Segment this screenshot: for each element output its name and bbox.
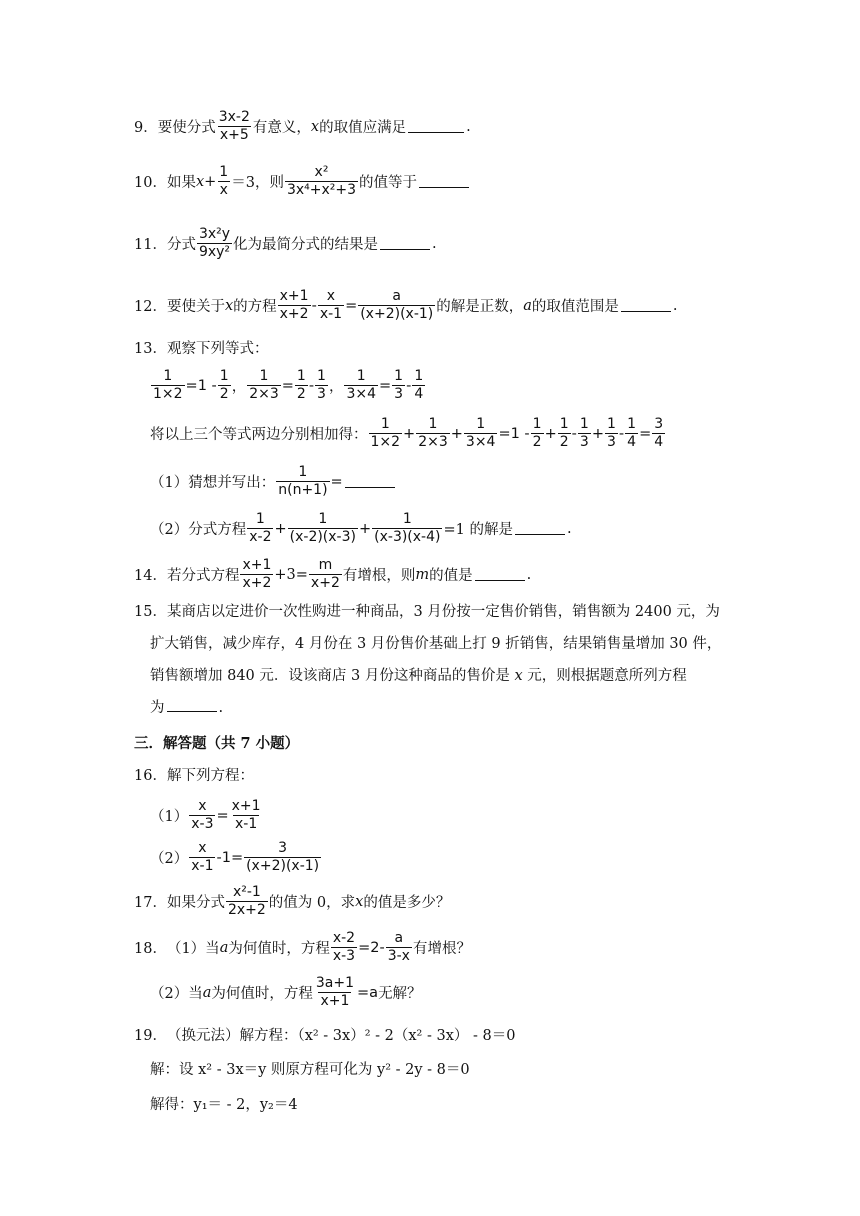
q16-part1 [150, 798, 264, 833]
text: +3= [274, 566, 308, 583]
denominator: x-3 [191, 816, 214, 832]
fraction [247, 368, 281, 403]
text: ， [231, 379, 247, 395]
denominator: x-3 [332, 948, 356, 964]
denominator: (x+2)(x-1) [246, 858, 320, 874]
text: . [466, 118, 471, 135]
fraction [358, 288, 435, 323]
numerator: x²-1 [232, 884, 261, 900]
question-number: 9． [134, 120, 158, 136]
fraction [226, 884, 268, 919]
question-number: 13． [134, 341, 167, 357]
numerator: 1 [298, 464, 308, 480]
question-number: 19． [134, 1028, 167, 1044]
variable: x [514, 668, 523, 684]
denominator: 3 [394, 386, 404, 402]
text: 销售额增加 840 元．设该商店 3 月份这种商品的售价是 [150, 668, 510, 684]
q16-part2 [150, 840, 322, 875]
fraction [217, 164, 230, 199]
answer-blank [419, 175, 469, 188]
fraction [344, 368, 378, 403]
text: = [216, 807, 229, 824]
text: . [672, 297, 678, 314]
text: 的解是正数， [436, 299, 524, 315]
text: （1） [150, 809, 189, 825]
answer-blank [408, 120, 464, 133]
fraction [295, 368, 308, 403]
question-14 [134, 557, 531, 592]
question-number: 18． [134, 941, 167, 957]
question-17 [134, 884, 450, 919]
text: 观察下列等式： [166, 341, 269, 357]
fraction [247, 511, 273, 546]
variable: x [195, 173, 205, 190]
text: =1 的解是 [443, 522, 513, 538]
numerator: 1 [380, 416, 390, 432]
fraction [189, 798, 215, 833]
denominator: (x-2)(x-3) [289, 529, 356, 545]
denominator: x+1 [320, 993, 350, 1009]
text: （2）当 [150, 986, 203, 1002]
question-number: 11． [134, 237, 167, 253]
fraction: $\frac{1}{2}$ [559, 416, 569, 450]
text: 有增根，则 [342, 568, 416, 584]
numerator: 1 [318, 511, 328, 527]
question-15 [134, 596, 734, 724]
question-number: 10． [134, 175, 167, 191]
text: 的取值范围是 [531, 299, 619, 315]
text: = [330, 473, 343, 490]
numerator: 3x-2 [218, 109, 250, 125]
denominator: x+2 [279, 306, 309, 322]
fraction [197, 226, 232, 261]
denominator: 3-x [387, 948, 410, 964]
denominator: 2×3 [418, 434, 448, 450]
denominator: x-1 [191, 858, 214, 874]
fraction [386, 930, 412, 965]
denominator: 3 [317, 386, 326, 402]
text: 解下列方程： [166, 768, 254, 784]
text: 化为最简分式的结果是 [233, 237, 379, 253]
text: 为何值时，方程 [211, 986, 313, 1002]
numerator: 1 [296, 368, 306, 384]
text: （2）分式方程 [150, 522, 247, 538]
text: （1）当 [166, 941, 220, 957]
denominator: x-1 [234, 816, 258, 832]
text: . [566, 520, 572, 537]
denominator: x-2 [249, 529, 272, 545]
question-12 [134, 288, 678, 323]
fraction: $\frac{1}{2}$ [532, 416, 542, 450]
numerator: 1 [219, 164, 229, 180]
question-number: 15． [134, 604, 167, 620]
fraction: $\frac{1}{3}$ [606, 416, 616, 450]
text: 为何值时，方程 [228, 941, 330, 957]
denominator: 2x+2 [227, 902, 266, 918]
fraction [285, 164, 358, 199]
text: 的值是 [429, 568, 473, 584]
fraction [151, 368, 185, 403]
fraction [217, 109, 252, 144]
numerator: 1 [255, 511, 265, 527]
fraction [412, 368, 425, 403]
numerator: x [198, 840, 207, 856]
text: （1）猜想并写出： [150, 475, 276, 491]
denominator: 1×2 [153, 386, 183, 402]
denominator: x+5 [219, 127, 249, 143]
answer-blank [475, 568, 525, 581]
text: 无解？ [378, 986, 422, 1002]
denominator: x+2 [310, 575, 340, 591]
numerator: 1 [414, 368, 424, 384]
text: 若分式方程 [166, 568, 240, 584]
text: 为 [150, 700, 165, 716]
question-18-part1 [134, 930, 471, 965]
text: ＝3，则 [231, 175, 284, 191]
fraction [318, 288, 344, 323]
denominator: 3×4 [346, 386, 377, 402]
numerator: 3 [278, 840, 288, 856]
question-9 [134, 109, 471, 144]
text: = [345, 297, 358, 314]
fraction: $\frac{1}{4}$ [627, 416, 637, 450]
denominator: 9xy² [198, 244, 231, 260]
q13-equations [150, 368, 426, 403]
denominator: (x+2)(x-1) [360, 306, 434, 322]
numerator: 1 [428, 416, 438, 432]
denominator: (x-3)(x-4) [374, 529, 441, 545]
text: 将以上三个等式两边分别相加得： [150, 427, 368, 443]
text: 要使分式 [157, 120, 216, 136]
fraction [244, 840, 321, 875]
text: . [526, 566, 532, 583]
q13-part2: （2）分式方程 $\frac{1}{x-2}$ + $\frac{1}{(x-2)(x-3)}$ + $\frac{1}{(x-3)(x-4)}$ =1 的解是 . [150, 511, 572, 545]
variable: m [415, 566, 430, 583]
denominator: 1×2 [370, 434, 401, 450]
variable: x [310, 118, 320, 135]
numerator: x² [314, 164, 329, 180]
denominator: n(n+1) [278, 482, 328, 498]
denominator: x+2 [242, 575, 272, 591]
text: 的值为 0，求 [268, 895, 356, 911]
denominator: 3x⁴+x²+3 [286, 182, 357, 198]
text: （2） [150, 851, 189, 867]
numerator: x+1 [279, 288, 309, 304]
text: =a [357, 984, 379, 1001]
variable: a [523, 297, 532, 314]
text: 扩大销售，减少库存，4 月份在 3 月份售价基础上打 9 折销售，结果销售量增加 30 件， [150, 636, 722, 652]
question-19 [134, 1024, 515, 1045]
text: . [432, 235, 437, 252]
fraction: $\frac{1}{3}$ [579, 416, 589, 450]
fraction [218, 368, 231, 403]
answer-blank [167, 699, 217, 712]
text: 的取值应满足 [319, 120, 407, 136]
denominator: 2 [219, 386, 229, 402]
text: ， [328, 379, 344, 395]
numerator: 1 [476, 416, 486, 432]
question-16 [134, 764, 254, 785]
fraction [372, 511, 442, 546]
q13-sum: 将以上三个等式两边分别相加得： $\frac{1}{1\times 2}$ + $\frac{1}{2\times 3}$ + $\frac{1}{3\times 4}$ =1 - $\frac{1}{2}$ + $\frac{1}{2}$ - $\frac{1}{3}$ + $\frac{1}{3}$ - $\frac{1}{4}$ = $\frac{3}{4}$ [150, 416, 664, 450]
numerator: 1 [317, 368, 326, 384]
denominator: 3×4 [465, 434, 496, 450]
numerator: 3x²y [198, 226, 231, 242]
q13-part1 [150, 464, 397, 499]
q19-solution-line2: 解得：y₁＝ - 2，y₂＝4 [150, 1097, 298, 1113]
text: 的方程 [233, 299, 277, 315]
text: 如果 [166, 175, 196, 191]
numerator: 1 [356, 368, 366, 384]
numerator: 1 [259, 368, 269, 384]
question-10 [134, 164, 471, 199]
fraction [230, 798, 263, 833]
fraction [314, 975, 356, 1010]
denominator: 2 [296, 386, 306, 402]
fraction [309, 557, 342, 592]
numerator: x+1 [231, 798, 261, 814]
text: 有增根？ [412, 941, 471, 957]
numerator: x [198, 798, 207, 814]
text: - [308, 377, 315, 394]
answer-blank [621, 299, 671, 312]
numerator: x [326, 288, 336, 304]
answer-blank [345, 475, 395, 488]
fraction [331, 930, 357, 965]
answer-blank [515, 522, 565, 535]
denominator: 2×3 [249, 386, 279, 402]
text: 的值等于 [359, 175, 418, 191]
q19-solution-line1: 解：设 x² - 3x＝y 则原方程可化为 y² - 2y - 8＝0 [150, 1062, 470, 1078]
numerator: a [392, 288, 402, 304]
variable: a [202, 984, 212, 1001]
text: - [406, 377, 412, 394]
fraction [392, 368, 405, 403]
denominator: x-1 [319, 306, 343, 322]
fraction [416, 416, 450, 451]
question-13-title [134, 337, 268, 358]
numerator: 1 [219, 368, 229, 384]
text: 要使关于 [166, 299, 225, 315]
numerator: a [394, 930, 404, 946]
text: 分式 [166, 237, 196, 253]
text: （换元法）解方程：（x² - 3x）² - 2（x² - 3x） - 8＝0 [166, 1028, 516, 1044]
text: 如果分式 [166, 895, 225, 911]
question-number: 17． [134, 895, 167, 911]
fraction: $\frac{3}{4}$ [654, 416, 664, 450]
numerator: 1 [394, 368, 404, 384]
section-heading: 三．解答题（共 7 小题） [134, 735, 300, 752]
fraction [278, 288, 311, 323]
text: 元，则根据题意所列方程 [527, 668, 687, 684]
variable: a [219, 939, 229, 956]
text: -1= [216, 849, 244, 866]
text: - [311, 297, 317, 314]
denominator: 4 [414, 386, 424, 402]
text: + [204, 173, 217, 190]
fraction [240, 557, 273, 592]
question-number: 14． [134, 568, 167, 584]
fraction [288, 511, 358, 546]
fraction [189, 840, 215, 875]
numerator: 3a+1 [315, 975, 355, 991]
numerator: x-2 [332, 930, 356, 946]
question-number: 12． [134, 299, 167, 315]
text: 有意义， [252, 120, 311, 136]
numerator: 1 [402, 511, 412, 527]
question-11 [134, 226, 437, 261]
text: 的值是多少？ [363, 895, 451, 911]
denominator: x [219, 182, 228, 198]
text: 某商店以定进价一次性购进一种商品，3 月份按一定售价销售，销售额为 2400 元，为 [166, 604, 720, 620]
variable: x [355, 893, 364, 910]
fraction [276, 464, 329, 499]
numerator: 1 [163, 368, 173, 384]
text: . [218, 700, 224, 716]
numerator: m [318, 557, 333, 573]
text: =1 - [498, 425, 530, 442]
numerator: x+1 [242, 557, 272, 573]
fraction [369, 416, 403, 451]
fraction [315, 368, 328, 403]
question-18-part2 [150, 975, 422, 1010]
text: = [281, 377, 294, 394]
text: =2- [358, 939, 385, 956]
text: =1 - [185, 377, 217, 394]
variable: x [224, 297, 234, 314]
fraction [464, 416, 498, 451]
answer-blank [380, 237, 430, 250]
text: = [379, 377, 392, 394]
question-number: 16． [134, 768, 167, 784]
